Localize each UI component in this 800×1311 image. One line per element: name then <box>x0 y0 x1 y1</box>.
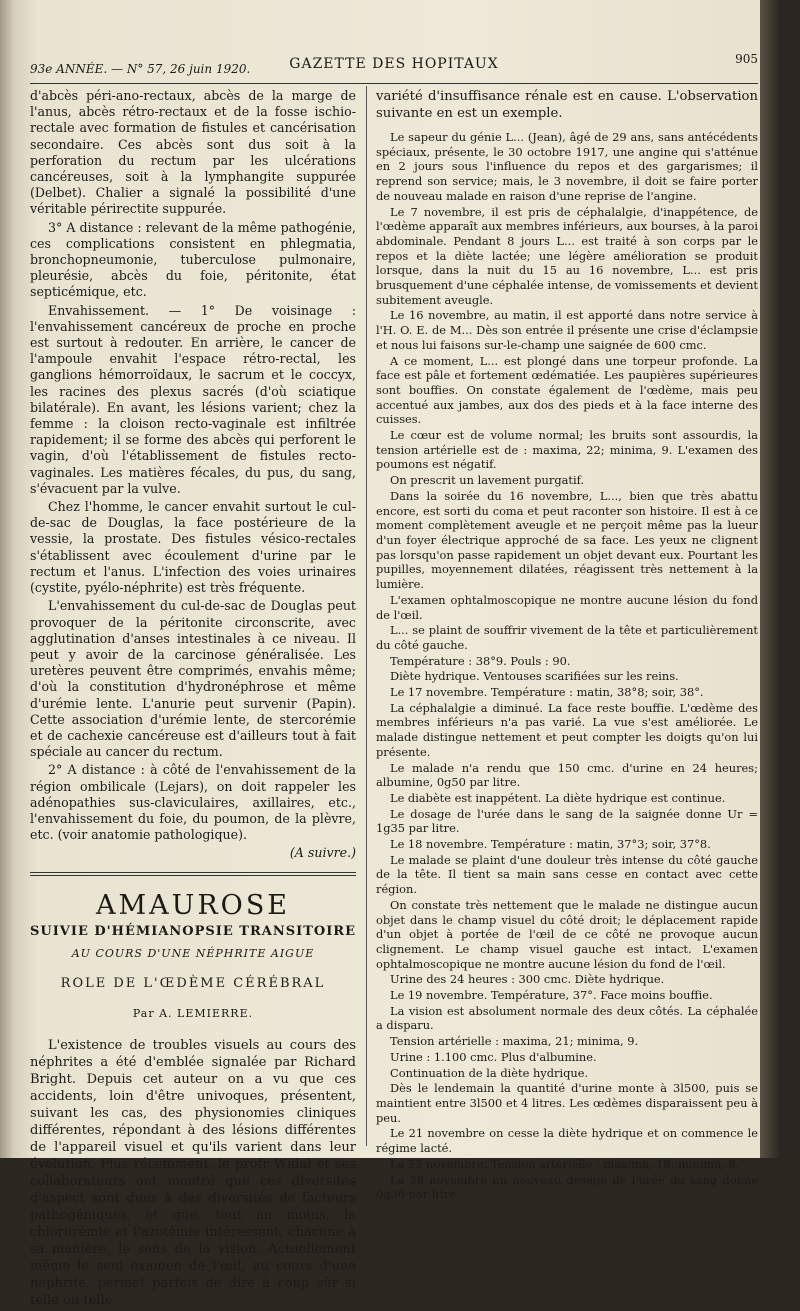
journal-title: GAZETTE DES HOPITAUX <box>289 56 499 72</box>
case-paragraph: Dans la soirée du 16 novembre, L..., bien que très abattu encore, est sorti du coma et peut raconter son histoire. Il est à ce moment complètement aveugle et ne perçoit même pas la lueur d'un foyer électrique approché de sa face. Les yeux ne clignent pas lorsqu'on passe rapidement un objet devant eux. Pourtant les pupilles, moyennement dilatées, réagissent très nettement à la lumière. <box>376 488 758 592</box>
case-paragraph: Urine : 1.100 cmc. Plus d'albumine. <box>390 1049 597 1064</box>
case-paragraph: Le dosage de l'urée dans le sang de la saignée donne Ur = 1g35 par litre. <box>376 806 758 836</box>
left-paragraph: L'envahissement du cul-de-sac de Douglas peut provoquer de la péritonite circonscrite, avec agglutination d'anses intestinales à ce niveau. Il peut y avoir de la carcinose généralisée. Les uretères peuvent être comprimés, envahis même; d'où la constitution d'hydronéphrose et même d'urémie lente. L'anurie peut survenir (Papin). Cette association d'urémie lente, de stercorémie et de cachexie cancéreuse est d'ailleurs tout à fait spéciale au cancer du rectum. <box>30 598 356 760</box>
case-paragraph: On prescrit un lavement purgatif. <box>390 473 585 488</box>
article-separator <box>30 872 356 876</box>
case-paragraph: Le malade se plaint d'une douleur très intense du côté gauche de la tête. Il tient sa main sans cesse en contact avec cette région. <box>376 852 758 897</box>
case-paragraph: Le cœur est de volume normal; les bruits sont assourdis, la tension artérielle est de : maxima, 22; minima, 9. L'examen des poumons est négatif. <box>376 428 758 472</box>
case-paragraph: On constate très nettement que le malade ne distingue aucun objet dans le champ visuel du côté droit; le déplacement rapide d'un objet à portée de l'œil de ce côté ne provoque aucun clignement. Le champ visuel gauche est intact. L'examen ophtalmoscopique ne montre aucune lésion du fond de l'œil. <box>376 897 758 971</box>
article-title-block <box>30 889 357 1023</box>
case-paragraph: Le 28 novembre un nouveau dosage de l'urée du sang donne 0g36 par litre. <box>376 1172 758 1202</box>
case-paragraph: A ce moment, L... est plongé dans une torpeur profonde. La face est pâle et fortement œdématiée. Les paupières supérieures sont bouffies. On constate également de l'œdème, mais peu accentué aux jambes, aux dos des pieds et à la face interne des cuisses. <box>376 353 758 427</box>
article-subtitle-2: AU COURS D'UNE NÉPHRITE AIGUE <box>71 946 315 960</box>
right-intro: variété d'insuffisance rénale est en cause. L'observation suivante en est un exemple. <box>376 89 758 121</box>
right-column <box>376 88 758 1203</box>
case-paragraph: La vision est absolument normale des deux côtés. La céphalée a disparu. <box>376 1003 758 1033</box>
left-paragraph: 3° A distance : relevant de la même pathogénie, ces complications consistent en phlegmatia, bronchopneumonie, tuberculose pulmonaire, pleurésie, abcès du foie, péritonite, état septicémique, etc. <box>30 219 356 300</box>
article-subtitle-1: SUIVIE D'HÉMIANOPSIE TRANSITOIRE <box>30 923 357 939</box>
case-paragraph: Le 22 novembre. Tension artérielle : maxima, 18; minima, 8. <box>390 1156 740 1171</box>
page-spine-shadow <box>760 0 780 1158</box>
article-body: L'existence de troubles visuels au cours des néphrites a été d'emblée signalée par Richard Bright. Depuis cet auteur on a vu que ces accidents, loin d'être univoques, présentent, suivant les cas, des physionomies cliniques différentes, répondant à des lésions différentes de l'appareil visuel et qu'ils varient dans leur évolution. Plus récemment, le profr Widal et ses collaborateurs ont montré que ces diversités d'aspect sont dues à des diversités de facteurs pathogéniques, et que, tout au moins, la chlorurémie et l'azotémie intéressent, chacune à sa manière, le sens de la vision. Actuellement même le seul examen de l'œil, au cours d'une néphrite, permet parfois de dire à coup sûr si telle ou telle <box>30 1037 356 1308</box>
case-paragraph: L... se plaint de souffrir vivement de la tête et particulièrement du côté gauche. <box>376 623 758 652</box>
case-paragraph: La céphalalgie a diminué. La face reste bouffie. L'œdème des membres inférieurs n'a pas varié. La vue s'est améliorée. Le malade distingue nettement et peut compter les doigts qu'on lui présente. <box>376 700 758 759</box>
left-paragraph: d'abcès péri-ano-rectaux, abcès de la marge de l'anus, abcès rétro-rectaux et de la fosse ischio-rectale avec formation de fistules et cancérisation secondaire. Ces abcès sont dus soit à la perforation du rectum par les ulcérations cancéreuses, soit à la lymphangite suppurée (Delbet). Chalier a signalé la possibilité d'une véritable périrectite suppurée. <box>30 88 356 217</box>
article-author: Par A. LEMIERRE. <box>132 1007 254 1021</box>
case-paragraph: Continuation de la diète hydrique. <box>390 1065 589 1080</box>
case-paragraph: Le 21 novembre on cesse la diète hydrique et on commence le régime lacté. <box>376 1126 758 1156</box>
column-divider <box>366 86 367 1146</box>
header-rule <box>30 83 758 84</box>
case-paragraph: Dès le lendemain la quantité d'urine monte à 3l500, puis se maintient entre 3l500 et 4 litres. Les œdèmes disparaissent peu à peu. <box>376 1081 758 1125</box>
article-title: AMAUROSE <box>95 889 291 921</box>
to-follow-note: (A suivre.) <box>289 845 356 861</box>
left-column <box>30 88 356 1311</box>
case-paragraph: Température : 38°9. Pouls : 90. <box>390 653 571 668</box>
case-paragraph: Le 16 novembre, au matin, il est apporté dans notre service à l'H. O. E. de M... Dès son entrée il présente une crise d'éclampsie et nous lui faisons sur-le-champ une saignée de 600 cmc. <box>376 308 758 352</box>
case-paragraph: L'examen ophtalmoscopique ne montre aucune lésion du fond de l'œil. <box>376 592 758 622</box>
left-paragraph: 2° A distance : à côté de l'envahissement de la région ombilicale (Lejars), on doit rappeler les adénopathies sus-claviculaires, axillaires, etc., l'envahissement du foie, du poumon, de la plèvre, etc. (voir anatomie pathologique). <box>30 762 356 843</box>
issue-info: 93e ANNÉE. — N° 57, 26 juin 1920. <box>30 62 251 76</box>
case-paragraph: Le sapeur du génie L... (Jean), âgé de 29 ans, sans antécédents spéciaux, présente, le 30 octobre 1917, une angine qui s'atténue en 2 jours sous l'influence du repos et des gargarismes; il reprend son service; mais, le 3 novembre, il doit se faire porter de nouveau malade en raison d'une reprise de l'angine. <box>376 130 758 203</box>
case-paragraph: Le 18 novembre. Température : matin, 37°3; soir, 37°8. <box>390 837 711 852</box>
page-header <box>30 50 758 76</box>
left-paragraph: Envahissement. — 1° De voisinage : l'envahissement cancéreux de proche en proche est surtout à redouter. En arrière, le cancer de l'ampoule envahit l'espace rétro-rectal, les ganglions hémorroïdaux, le sacrum et le coccyx, les racines des plexus sacrés (d'où sciatique bilatérale). En avant, les lésions varient; chez la femme : la cloison recto-vaginale est infiltrée rapidement; il se forme des abcès qui perforent le vagin, d'où l'établissement de fistules recto-vaginales. Les matières fécales, du pus, du sang, s'évacuent par la vulve. <box>30 302 356 496</box>
left-paragraph: Chez l'homme, le cancer envahit surtout le cul-de-sac de Douglas, la face postérieure de la vessie, la prostate. Des fistules vésico-rectales s'établissent avec écoulement d'urine par le rectum et l'anus. L'infection des voies urinaires (cystite, pyélo-néphrite) est très fréquente. <box>30 499 356 596</box>
case-paragraph: Le 7 novembre, il est pris de céphalalgie, d'inappétence, de l'œdème apparaît aux membres inférieurs, aux bourses, à la paroi abdominale. Pendant 8 jours L... est traité à son corps par le repos et la diète lactée; une légère amélioration se produit lorsque, dans la nuit du 15 au 16 novembre, L... est pris brusquement d'une céphalée intense, de vomissements et devient subitement aveugle. <box>376 204 758 307</box>
case-paragraph: Le 17 novembre. Température : matin, 38°8; soir, 38°. <box>390 685 704 700</box>
case-paragraph: Tension artérielle : maxima, 21; minima, 9. <box>390 1034 639 1049</box>
case-paragraph: Diète hydrique. Ventouses scarifiées sur les reins. <box>390 669 679 684</box>
case-paragraph: Le malade n'a rendu que 150 cmc. d'urine en 24 heures; albumine, 0g50 par litre. <box>376 760 758 790</box>
case-paragraph: Le diabète est inappétent. La diète hydrique est continue. <box>390 790 726 805</box>
article-subtitle-3: ROLE DE L'ŒDÈME CÉRÉBRAL <box>60 976 326 992</box>
case-paragraph: Urine des 24 heures : 300 cmc. Diète hydrique. <box>390 972 665 987</box>
case-paragraph: Le 19 novembre. Température, 37°. Face moins bouffie. <box>390 988 713 1003</box>
page-number: 905 <box>735 52 758 66</box>
